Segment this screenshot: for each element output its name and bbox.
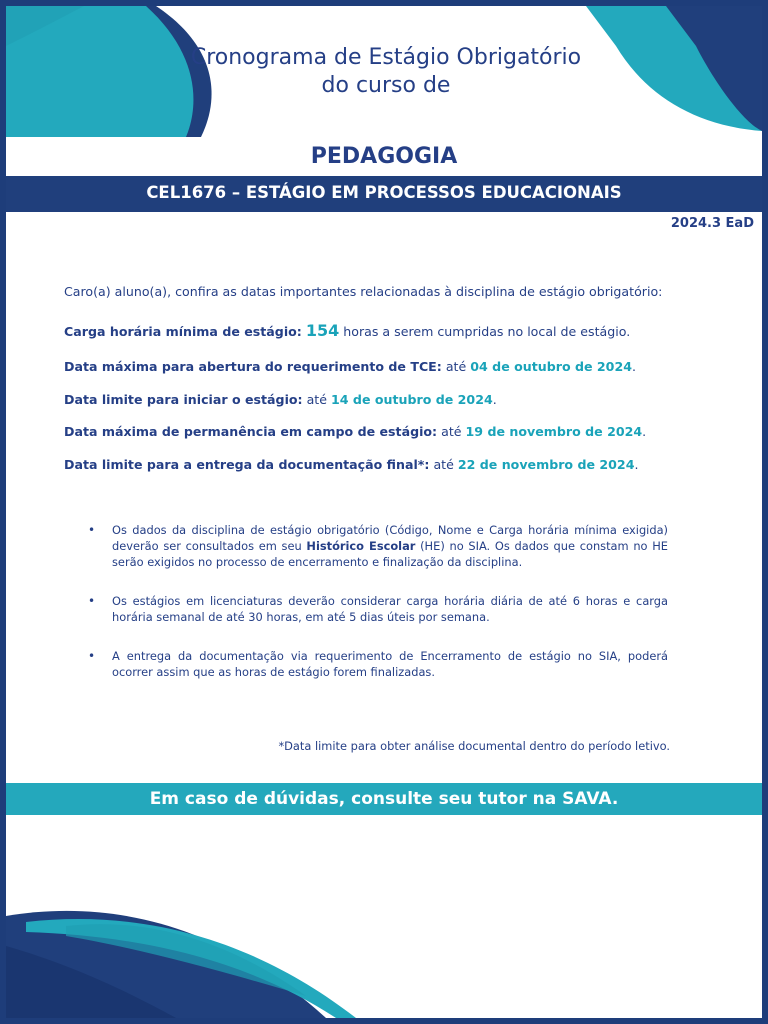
date-value: 22 de novembro de 2024 — [457, 457, 635, 472]
list-item: • A entrega da documentação via requerimento de Encerramento de estágio no SIA, poderá ocorrer assim que as horas de estágio forem finalizadas. — [86, 648, 668, 680]
note-text: Os dados da disciplina de estágio obrigatório (Código, Nome e Carga horária mínima exigida) deverão ser consultados em seu — [112, 523, 668, 553]
workload-suffix: horas a serem cumpridas no local de estágio. — [343, 324, 631, 339]
date-prefix: até — [441, 424, 462, 439]
date-prefix: até — [445, 359, 467, 374]
footer-decoration — [6, 886, 762, 1018]
discipline-banner: CEL1676 – ESTÁGIO EM PROCESSOS EDUCACIONAIS — [6, 176, 762, 212]
period-label: 2024.3 EaD — [670, 216, 754, 231]
date-label: Data máxima de permanência em campo de estágio: — [64, 424, 438, 439]
title-line-1: Cronograma de Estágio Obrigatório — [190, 45, 582, 70]
footnote: *Data limite para obter análise documental dentro do período letivo. — [278, 739, 670, 753]
notes-list — [86, 522, 668, 703]
page-title — [136, 44, 636, 100]
title-line-2: do curso de — [321, 73, 451, 98]
list-item: • Os estágios em licenciaturas deverão considerar carga horária diária de até 6 horas e carga horária semanal de até 30 horas, em até 5 dias úteis por semana. — [86, 593, 668, 625]
workload-label: Carga horária mínima de estágio: — [64, 324, 302, 339]
date-label: Data máxima para abertura do requerimento de TCE: — [64, 359, 442, 374]
date-row-documentation: Data limite para a entrega da documentação final*: até 22 de novembro de 2024. — [64, 457, 639, 472]
date-value: 04 de outubro de 2024 — [470, 359, 632, 374]
note-text: (HE) no SIA. Os dados que constam no HE serão exigidos no processo de encerramento e finalização da disciplina. — [112, 539, 669, 569]
date-row-start: Data limite para iniciar o estágio: até 14 de outubro de 2024. — [64, 392, 497, 407]
date-row-permanence: Data máxima de permanência em campo de estágio: até 19 de novembro de 2024. — [64, 424, 647, 439]
date-prefix: até — [306, 392, 327, 407]
workload-hours: 154 — [305, 321, 340, 340]
contact-banner: Em caso de dúvidas, consulte seu tutor na SAVA. — [6, 783, 762, 815]
course-name: PEDAGOGIA — [310, 144, 458, 169]
date-row-tce: Data máxima para abertura do requerimento de TCE: até 04 de outubro de 2024. — [64, 359, 636, 374]
date-label: Data limite para iniciar o estágio: — [64, 392, 303, 407]
note-bold: Histórico Escolar — [306, 539, 416, 553]
date-value: 19 de novembro de 2024 — [465, 424, 643, 439]
intro-text: Caro(a) aluno(a), confira as datas importantes relacionadas à disciplina de estágio obrigatório: — [64, 284, 663, 299]
date-label: Data limite para a entrega da documentação final*: — [64, 457, 430, 472]
schedule-page — [6, 6, 762, 1018]
date-value: 14 de outubro de 2024 — [331, 392, 493, 407]
workload-row — [64, 322, 744, 341]
list-item — [86, 522, 668, 570]
date-prefix: até — [433, 457, 454, 472]
